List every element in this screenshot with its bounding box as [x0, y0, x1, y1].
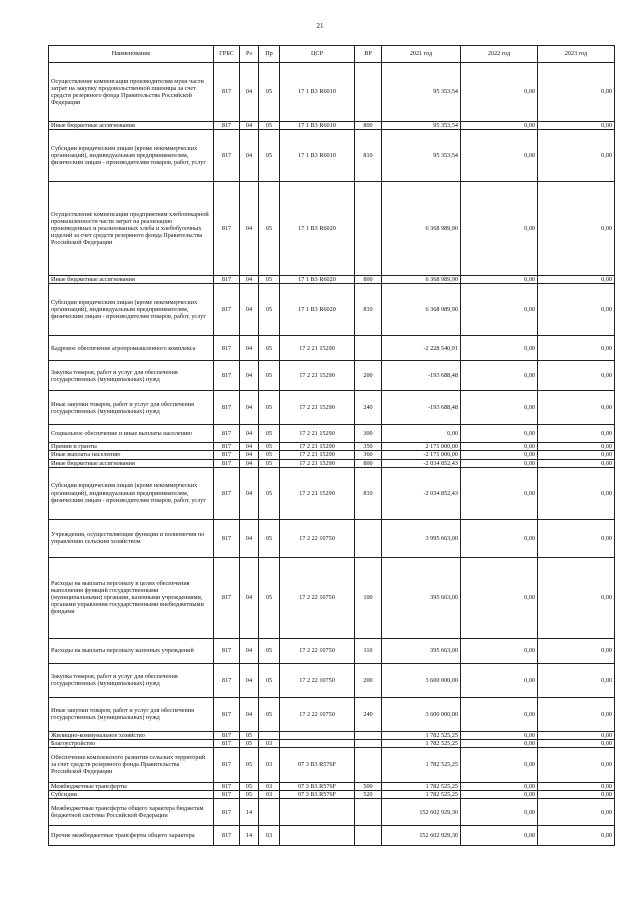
table-row: [49, 276, 615, 284]
table-cell-2022: 0,00: [461, 63, 538, 122]
table-cell-2023: 0,00: [538, 467, 615, 519]
table-cell-vr: [355, 799, 382, 826]
table-cell-2023: 0,00: [538, 799, 615, 826]
table-cell-rz: 05: [240, 739, 259, 747]
table-cell-2022: 0,00: [461, 747, 538, 782]
table-cell-pr: 03: [259, 747, 280, 782]
table-cell-2021: 1 782 525,25: [382, 747, 461, 782]
table-cell-vr: [355, 739, 382, 747]
table-cell-csr: 17 2 21 15290: [280, 443, 355, 451]
table-row: [49, 391, 615, 425]
table-cell-2023: 0,00: [538, 122, 615, 130]
table-cell-pr: 05: [259, 697, 280, 731]
table-cell-pr: 05: [259, 336, 280, 361]
table-cell-2021: 3 600 000,00: [382, 663, 461, 697]
table-cell-2022: 0,00: [461, 451, 538, 459]
table-cell-pr: 05: [259, 182, 280, 276]
table-cell-name: Социальное обеспечение и иные выплаты населению: [49, 425, 214, 443]
table-cell-name: Иные бюджетные ассигнования: [49, 459, 214, 467]
table-cell-name: Иные бюджетные ассигнования: [49, 122, 214, 130]
table-cell-rz: 04: [240, 122, 259, 130]
table-cell-grbs: 817: [214, 391, 240, 425]
table-cell-grbs: 817: [214, 731, 240, 739]
table-cell-pr: 05: [259, 284, 280, 336]
header-pr: Пр: [259, 46, 280, 63]
table-cell-name: Расходы на выплаты персоналу в целях обеспечения выполнения функций государственными (муниципальными) органами, казенными учреждениями, органами управления государственными внебюджетными фондами: [49, 557, 214, 638]
header-vr: ВР: [355, 46, 382, 63]
table-cell-vr: [355, 747, 382, 782]
table-cell-2021: 3 600 000,00: [382, 697, 461, 731]
table-cell-name: Субсидии юридическим лицам (кроме некоммерческих организаций), индивидуальным предпринимателям, физическим лицам - производителям товаров, работ, услуг: [49, 130, 214, 182]
table-cell-vr: 800: [355, 276, 382, 284]
table-cell-csr: 17 2 21 15290: [280, 459, 355, 467]
table-cell-2022: 0,00: [461, 731, 538, 739]
table-cell-2023: 0,00: [538, 451, 615, 459]
table-cell-csr: 07 3 В3 R576F: [280, 791, 355, 799]
table-cell-2021: 152 602 929,30: [382, 826, 461, 846]
table-cell-grbs: 817: [214, 697, 240, 731]
table-cell-name: Межбюджетные трансферты общего характера бюджетам бюджетной системы Российской Федерации: [49, 799, 214, 826]
table-cell-2021: 395 663,00: [382, 638, 461, 663]
table-cell-grbs: 817: [214, 467, 240, 519]
table-header-row: [49, 46, 615, 63]
table-cell-2022: 0,00: [461, 443, 538, 451]
header-name: Наименование: [49, 46, 214, 63]
table-cell-name: Прочие межбюджетные трансферты общего характера: [49, 826, 214, 846]
table-cell-pr: 03: [259, 791, 280, 799]
header-2022: 2022 год: [461, 46, 538, 63]
table-cell-name: Иные выплаты населению: [49, 451, 214, 459]
table-cell-pr: 05: [259, 130, 280, 182]
table-row: [49, 739, 615, 747]
table-cell-csr: 17 2 21 15290: [280, 361, 355, 391]
table-cell-name: Расходы на выплаты персоналу казенных учреждений: [49, 638, 214, 663]
table-cell-2021: 6 368 989,90: [382, 276, 461, 284]
table-cell-2022: 0,00: [461, 130, 538, 182]
table-cell-name: Межбюджетные трансферты: [49, 782, 214, 790]
table-row: [49, 467, 615, 519]
table-cell-rz: 04: [240, 557, 259, 638]
table-cell-2022: 0,00: [461, 284, 538, 336]
table-row: [49, 336, 615, 361]
header-rz: Рз: [240, 46, 259, 63]
table-cell-pr: 05: [259, 361, 280, 391]
table-cell-rz: 14: [240, 799, 259, 826]
table-cell-grbs: 817: [214, 459, 240, 467]
table-cell-csr: 17 1 В3 R6020: [280, 182, 355, 276]
table-cell-name: Премии и гранты: [49, 443, 214, 451]
table-cell-rz: 14: [240, 826, 259, 846]
table-cell-rz: 04: [240, 459, 259, 467]
table-cell-2023: 0,00: [538, 557, 615, 638]
table-cell-rz: 04: [240, 182, 259, 276]
table-cell-grbs: 817: [214, 799, 240, 826]
table-cell-pr: [259, 731, 280, 739]
table-row: [49, 791, 615, 799]
table-body: [49, 63, 615, 846]
table-cell-2021: 0,00: [382, 425, 461, 443]
table-cell-name: Осуществление компенсации предприятиям хлебопекарной промышленности части затрат на реализацию произведенных и реализованных хлеба и хлебобулочных изделий за счет средств резервного фонда Правительства Российской Федерации: [49, 182, 214, 276]
table-cell-vr: 110: [355, 638, 382, 663]
header-2023: 2023 год: [538, 46, 615, 63]
table-cell-pr: 05: [259, 519, 280, 557]
table-cell-2021: 6 368 989,90: [382, 284, 461, 336]
table-cell-csr: 07 3 В3 R576F: [280, 747, 355, 782]
table-cell-rz: 05: [240, 731, 259, 739]
table-cell-csr: 17 2 21 15290: [280, 467, 355, 519]
table-cell-pr: 03: [259, 739, 280, 747]
table-cell-2023: 0,00: [538, 391, 615, 425]
table-cell-2023: 0,00: [538, 731, 615, 739]
table-cell-2022: 0,00: [461, 782, 538, 790]
table-cell-rz: 04: [240, 361, 259, 391]
table-cell-rz: 04: [240, 467, 259, 519]
table-cell-pr: 05: [259, 63, 280, 122]
table-cell-2023: 0,00: [538, 130, 615, 182]
table-cell-name: Закупка товаров, работ и услуг для обеспечения государственных (муниципальных) нужд: [49, 361, 214, 391]
table-cell-grbs: 817: [214, 782, 240, 790]
table-cell-2023: 0,00: [538, 826, 615, 846]
table-cell-2023: 0,00: [538, 747, 615, 782]
table-cell-name: Кадровое обеспечение агропромышленного комплекса: [49, 336, 214, 361]
table-cell-2022: 0,00: [461, 425, 538, 443]
table-cell-pr: 05: [259, 122, 280, 130]
table-cell-2021: 2 171 000,00: [382, 443, 461, 451]
table-cell-grbs: 817: [214, 791, 240, 799]
table-cell-2022: 0,00: [461, 697, 538, 731]
table-cell-grbs: 817: [214, 443, 240, 451]
table-cell-vr: [355, 826, 382, 846]
table-cell-csr: 17 2 21 15290: [280, 425, 355, 443]
table-row: [49, 425, 615, 443]
table-cell-vr: 800: [355, 122, 382, 130]
table-cell-vr: 500: [355, 782, 382, 790]
table-row: [49, 361, 615, 391]
table-cell-2021: 1 782 525,25: [382, 739, 461, 747]
table-cell-csr: 17 1 В3 R6020: [280, 276, 355, 284]
table-cell-name: Обеспечение комплексного развития сельских территорий за счет средств резервного фонда Правительства Российской Федерации: [49, 747, 214, 782]
table-cell-grbs: 817: [214, 739, 240, 747]
table-cell-2023: 0,00: [538, 519, 615, 557]
table-cell-2022: 0,00: [461, 459, 538, 467]
table-cell-rz: 04: [240, 63, 259, 122]
table-cell-csr: 17 2 22 10750: [280, 557, 355, 638]
table-cell-pr: 05: [259, 276, 280, 284]
table-cell-name: Субсидии юридическим лицам (кроме некоммерческих организаций), индивидуальным предпринимателям, физическим лицам - производителям товаров, работ, услуг: [49, 467, 214, 519]
table-cell-vr: 240: [355, 697, 382, 731]
table-cell-name: Жилищно-коммунальное хозяйство: [49, 731, 214, 739]
table-cell-name: Иные закупки товаров, работ и услуг для обеспечения государственных (муниципальных) нужд: [49, 391, 214, 425]
table-row: [49, 557, 615, 638]
table-cell-2021: -2 228 540,91: [382, 336, 461, 361]
table-cell-grbs: 817: [214, 826, 240, 846]
table-cell-2023: 0,00: [538, 443, 615, 451]
table-cell-2022: 0,00: [461, 336, 538, 361]
table-row: [49, 284, 615, 336]
table-cell-2022: 0,00: [461, 182, 538, 276]
table-cell-grbs: 817: [214, 451, 240, 459]
table-cell-2022: 0,00: [461, 391, 538, 425]
table-cell-2022: 0,00: [461, 663, 538, 697]
table-cell-csr: 07 3 В3 R576F: [280, 782, 355, 790]
table-cell-grbs: 817: [214, 361, 240, 391]
table-row: [49, 63, 615, 122]
table-cell-2021: -2 034 852,43: [382, 467, 461, 519]
table-cell-rz: 04: [240, 638, 259, 663]
table-cell-rz: 04: [240, 391, 259, 425]
table-cell-name: Иные бюджетные ассигнования: [49, 276, 214, 284]
table-cell-2022: 0,00: [461, 276, 538, 284]
table-cell-vr: 240: [355, 391, 382, 425]
table-cell-2021: 1 782 525,25: [382, 791, 461, 799]
table-cell-2023: 0,00: [538, 782, 615, 790]
table-cell-2021: 1 782 525,25: [382, 731, 461, 739]
table-cell-pr: 03: [259, 782, 280, 790]
table-row: [49, 747, 615, 782]
table-cell-rz: 05: [240, 782, 259, 790]
table-cell-vr: [355, 63, 382, 122]
table-cell-grbs: 817: [214, 747, 240, 782]
table-cell-grbs: 817: [214, 130, 240, 182]
table-cell-vr: 350: [355, 443, 382, 451]
table-cell-name: Закупка товаров, работ и услуг для обеспечения государственных (муниципальных) нужд: [49, 663, 214, 697]
table-cell-name: Учреждения, осуществляющие функции и полномочия по управлению сельским хозяйством: [49, 519, 214, 557]
table-cell-2023: 0,00: [538, 638, 615, 663]
table-cell-pr: 03: [259, 826, 280, 846]
table-cell-csr: [280, 731, 355, 739]
table-row: [49, 182, 615, 276]
table-cell-csr: 17 1 В3 R6010: [280, 63, 355, 122]
table-cell-rz: 04: [240, 336, 259, 361]
table-cell-2022: 0,00: [461, 519, 538, 557]
table-cell-grbs: 817: [214, 284, 240, 336]
table-cell-grbs: 817: [214, 63, 240, 122]
table-cell-2021: -2 171 000,00: [382, 451, 461, 459]
table-cell-2023: 0,00: [538, 663, 615, 697]
table-cell-2022: 0,00: [461, 799, 538, 826]
table-cell-pr: [259, 799, 280, 826]
table-cell-vr: 810: [355, 467, 382, 519]
table-cell-rz: 04: [240, 130, 259, 182]
table-cell-rz: 04: [240, 284, 259, 336]
table-cell-vr: 520: [355, 791, 382, 799]
table-cell-grbs: 817: [214, 663, 240, 697]
table-cell-csr: 17 2 21 15290: [280, 451, 355, 459]
table-cell-vr: [355, 336, 382, 361]
table-cell-grbs: 817: [214, 519, 240, 557]
table-cell-csr: 17 2 22 10750: [280, 697, 355, 731]
table-cell-name: Иные закупки товаров, работ и услуг для обеспечения государственных (муниципальных) нужд: [49, 697, 214, 731]
table-cell-vr: [355, 731, 382, 739]
table-cell-pr: 05: [259, 467, 280, 519]
table-cell-2022: 0,00: [461, 467, 538, 519]
table-cell-pr: 05: [259, 425, 280, 443]
header-grbs: ГРБС: [214, 46, 240, 63]
table-cell-vr: [355, 182, 382, 276]
table-cell-grbs: 817: [214, 122, 240, 130]
table-cell-2021: -193 688,48: [382, 391, 461, 425]
table-cell-grbs: 817: [214, 182, 240, 276]
table-cell-2021: 395 663,00: [382, 557, 461, 638]
table-cell-vr: 810: [355, 284, 382, 336]
table-cell-csr: [280, 826, 355, 846]
table-row: [49, 130, 615, 182]
table-cell-pr: 05: [259, 443, 280, 451]
table-cell-pr: 05: [259, 459, 280, 467]
table-cell-csr: 17 1 В3 R6010: [280, 122, 355, 130]
table-cell-pr: 05: [259, 557, 280, 638]
table-row: [49, 459, 615, 467]
table-row: [49, 782, 615, 790]
table-cell-2022: 0,00: [461, 791, 538, 799]
table-cell-2023: 0,00: [538, 739, 615, 747]
table-cell-grbs: 817: [214, 425, 240, 443]
table-row: [49, 697, 615, 731]
table-cell-2021: 6 368 989,90: [382, 182, 461, 276]
table-cell-rz: 04: [240, 451, 259, 459]
table-cell-2022: 0,00: [461, 361, 538, 391]
table-cell-rz: 05: [240, 747, 259, 782]
table-row: [49, 799, 615, 826]
table-cell-rz: 05: [240, 791, 259, 799]
table-cell-2023: 0,00: [538, 276, 615, 284]
table-row: [49, 731, 615, 739]
table-cell-2023: 0,00: [538, 361, 615, 391]
table-cell-vr: 200: [355, 663, 382, 697]
table-cell-2021: 1 782 525,25: [382, 782, 461, 790]
table-cell-2023: 0,00: [538, 425, 615, 443]
table-row: [49, 443, 615, 451]
table-row: [49, 451, 615, 459]
table-cell-vr: 810: [355, 130, 382, 182]
table-cell-2021: -2 034 852,43: [382, 459, 461, 467]
table-cell-name: Осуществление компенсации производителям муки части затрат на закупку продовольственной пшеницы за счет средств резервного фонда Правительства Российской Федерации: [49, 63, 214, 122]
budget-table: [48, 45, 615, 846]
table-cell-2021: -193 688,48: [382, 361, 461, 391]
table-cell-csr: [280, 739, 355, 747]
table-cell-rz: 04: [240, 697, 259, 731]
table-cell-grbs: 817: [214, 557, 240, 638]
table-cell-2021: 95 353,54: [382, 122, 461, 130]
table-cell-2023: 0,00: [538, 336, 615, 361]
table-cell-2021: 95 353,54: [382, 130, 461, 182]
table-cell-csr: 17 1 В3 R6010: [280, 130, 355, 182]
table-cell-vr: 300: [355, 425, 382, 443]
table-cell-2023: 0,00: [538, 791, 615, 799]
table-cell-vr: 800: [355, 459, 382, 467]
table-cell-2021: 95 353,54: [382, 63, 461, 122]
table-cell-grbs: 817: [214, 276, 240, 284]
table-cell-csr: 17 2 22 10750: [280, 519, 355, 557]
page-number: 21: [316, 22, 324, 30]
table-cell-2023: 0,00: [538, 284, 615, 336]
table-cell-name: Благоустройство: [49, 739, 214, 747]
table-cell-2023: 0,00: [538, 63, 615, 122]
table-cell-pr: 05: [259, 391, 280, 425]
table-cell-name: Субсидии юридическим лицам (кроме некоммерческих организаций), индивидуальным предпринимателям, физическим лицам - производителям товаров, работ, услуг: [49, 284, 214, 336]
table-cell-rz: 04: [240, 663, 259, 697]
header-2021: 2021 год: [382, 46, 461, 63]
table-cell-pr: 05: [259, 663, 280, 697]
table-cell-2022: 0,00: [461, 739, 538, 747]
table-cell-vr: [355, 519, 382, 557]
table-row: [49, 663, 615, 697]
table-row: [49, 122, 615, 130]
table-cell-csr: 17 2 22 10750: [280, 638, 355, 663]
table-cell-2022: 0,00: [461, 557, 538, 638]
table-cell-rz: 04: [240, 443, 259, 451]
table-cell-name: Субсидии: [49, 791, 214, 799]
table-cell-grbs: 817: [214, 638, 240, 663]
table-cell-2023: 0,00: [538, 182, 615, 276]
table-cell-2022: 0,00: [461, 826, 538, 846]
table-cell-vr: 200: [355, 361, 382, 391]
table-cell-2022: 0,00: [461, 638, 538, 663]
table-cell-csr: [280, 799, 355, 826]
table-cell-rz: 04: [240, 425, 259, 443]
table-cell-csr: 17 2 21 15290: [280, 336, 355, 361]
table-cell-2023: 0,00: [538, 697, 615, 731]
table-cell-rz: 04: [240, 276, 259, 284]
table-cell-csr: 17 2 22 10750: [280, 663, 355, 697]
table-cell-csr: 17 2 21 15290: [280, 391, 355, 425]
table-row: [49, 826, 615, 846]
table-row: [49, 638, 615, 663]
table-cell-rz: 04: [240, 519, 259, 557]
header-csr: ЦСР: [280, 46, 355, 63]
table-cell-2021: 152 602 929,30: [382, 799, 461, 826]
table-cell-vr: 360: [355, 451, 382, 459]
table-cell-2022: 0,00: [461, 122, 538, 130]
table-cell-csr: 17 1 В3 R6020: [280, 284, 355, 336]
table-cell-grbs: 817: [214, 336, 240, 361]
table-cell-vr: 100: [355, 557, 382, 638]
table-cell-pr: 05: [259, 638, 280, 663]
table-cell-2021: 3 995 663,00: [382, 519, 461, 557]
table-row: [49, 519, 615, 557]
table-cell-pr: 05: [259, 451, 280, 459]
table-cell-2023: 0,00: [538, 459, 615, 467]
